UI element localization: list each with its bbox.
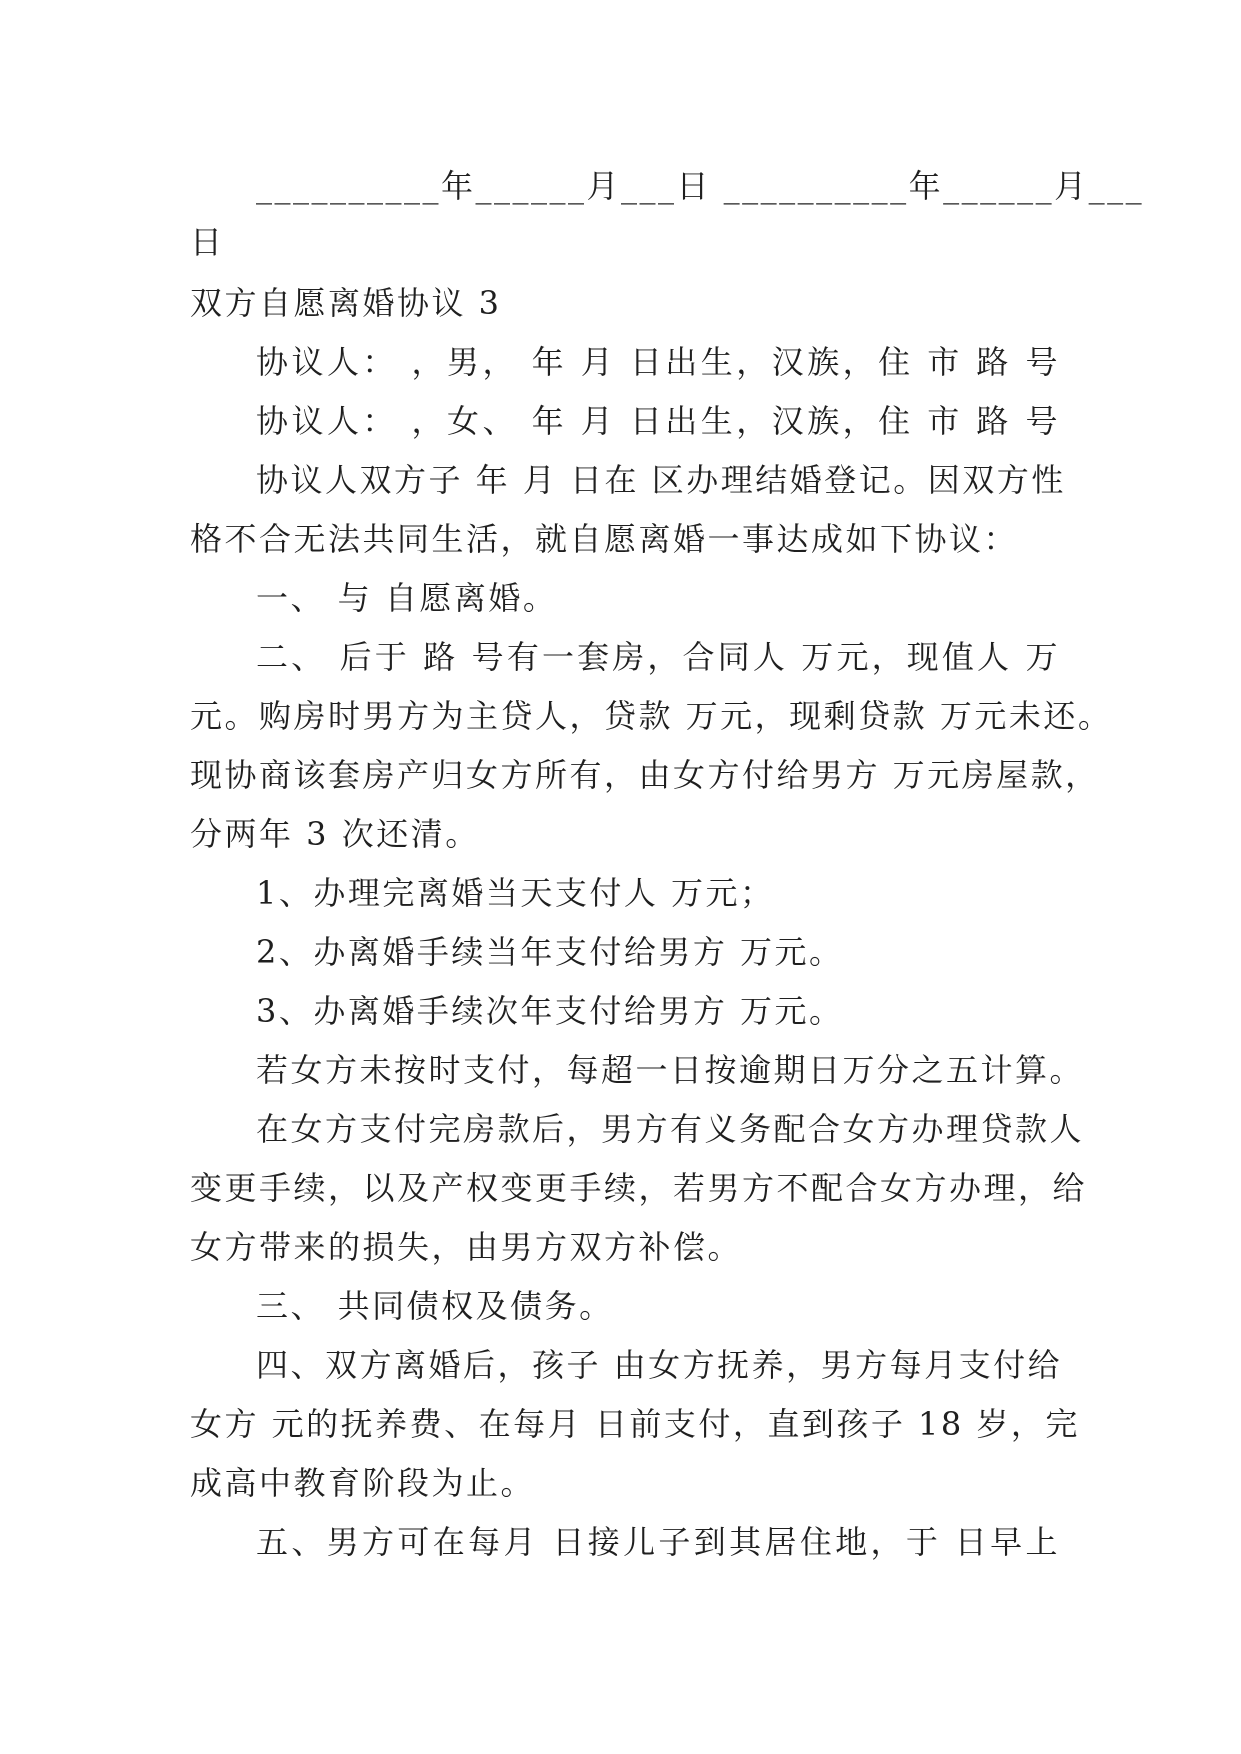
paragraph-line: 女方带来的损失，由男方双方补偿。 xyxy=(190,1228,743,1266)
document-title: 双方自愿离婚协议 3 xyxy=(190,284,502,322)
date-fill-line-cont: 日 xyxy=(190,223,225,261)
clause-three: 三、 共同债权及债务。 xyxy=(256,1287,614,1325)
clause-five-line: 五、男方可在每月 日接儿子到其居住地，于 日早上 xyxy=(256,1523,1060,1561)
paragraph-line: 协议人双方子 年 月 日在 区办理结婚登记。因双方性 xyxy=(256,461,1066,499)
clause-two-line: 二、 后于 路 号有一套房，合同人 万元，现值人 万 xyxy=(256,638,1060,676)
late-payment-line: 若女方未按时支付，每超一日按逾期日万分之五计算。 xyxy=(256,1051,1085,1089)
payment-item-2: 2、办离婚手续当年支付给男方 万元。 xyxy=(256,933,844,971)
clause-four-line: 女方 元的抚养费、在每月 日前支付，直到孩子 18 岁，完 xyxy=(190,1405,1080,1443)
party-line-female: 协议人： ，女、 年 月 日出生，汉族，住 市 路 号 xyxy=(256,402,1060,440)
clause-two-line: 分两年 3 次还清。 xyxy=(190,815,480,853)
clause-two-line: 元。购房时男方为主贷人，贷款 万元，现剩贷款 万元未还。 xyxy=(190,697,1113,735)
clause-four-line: 成高中教育阶段为止。 xyxy=(190,1464,536,1502)
payment-item-1: 1、办理完离婚当天支付人 万元； xyxy=(256,874,775,912)
clause-one: 一、 与 自愿离婚。 xyxy=(256,579,558,617)
paragraph-line: 格不合无法共同生活，就自愿离婚一事达成如下协议： xyxy=(190,520,1019,558)
date-fill-line: __________年______月___日 __________年______月___ xyxy=(256,167,1145,205)
paragraph-line: 变更手续，以及产权变更手续，若男方不配合女方办理，给 xyxy=(190,1169,1088,1207)
clause-four-line: 四、双方离婚后，孩子 由女方抚养，男方每月支付给 xyxy=(256,1346,1063,1384)
clause-two-line: 现协商该套房产归女方所有，由女方付给男方 万元房屋款， xyxy=(190,756,1100,794)
party-line-male: 协议人： ，男， 年 月 日出生，汉族，住 市 路 号 xyxy=(256,343,1060,381)
payment-item-3: 3、办离婚手续次年支付给男方 万元。 xyxy=(256,992,844,1030)
paragraph-line: 在女方支付完房款后，男方有义务配合女方办理贷款人 xyxy=(256,1110,1085,1148)
